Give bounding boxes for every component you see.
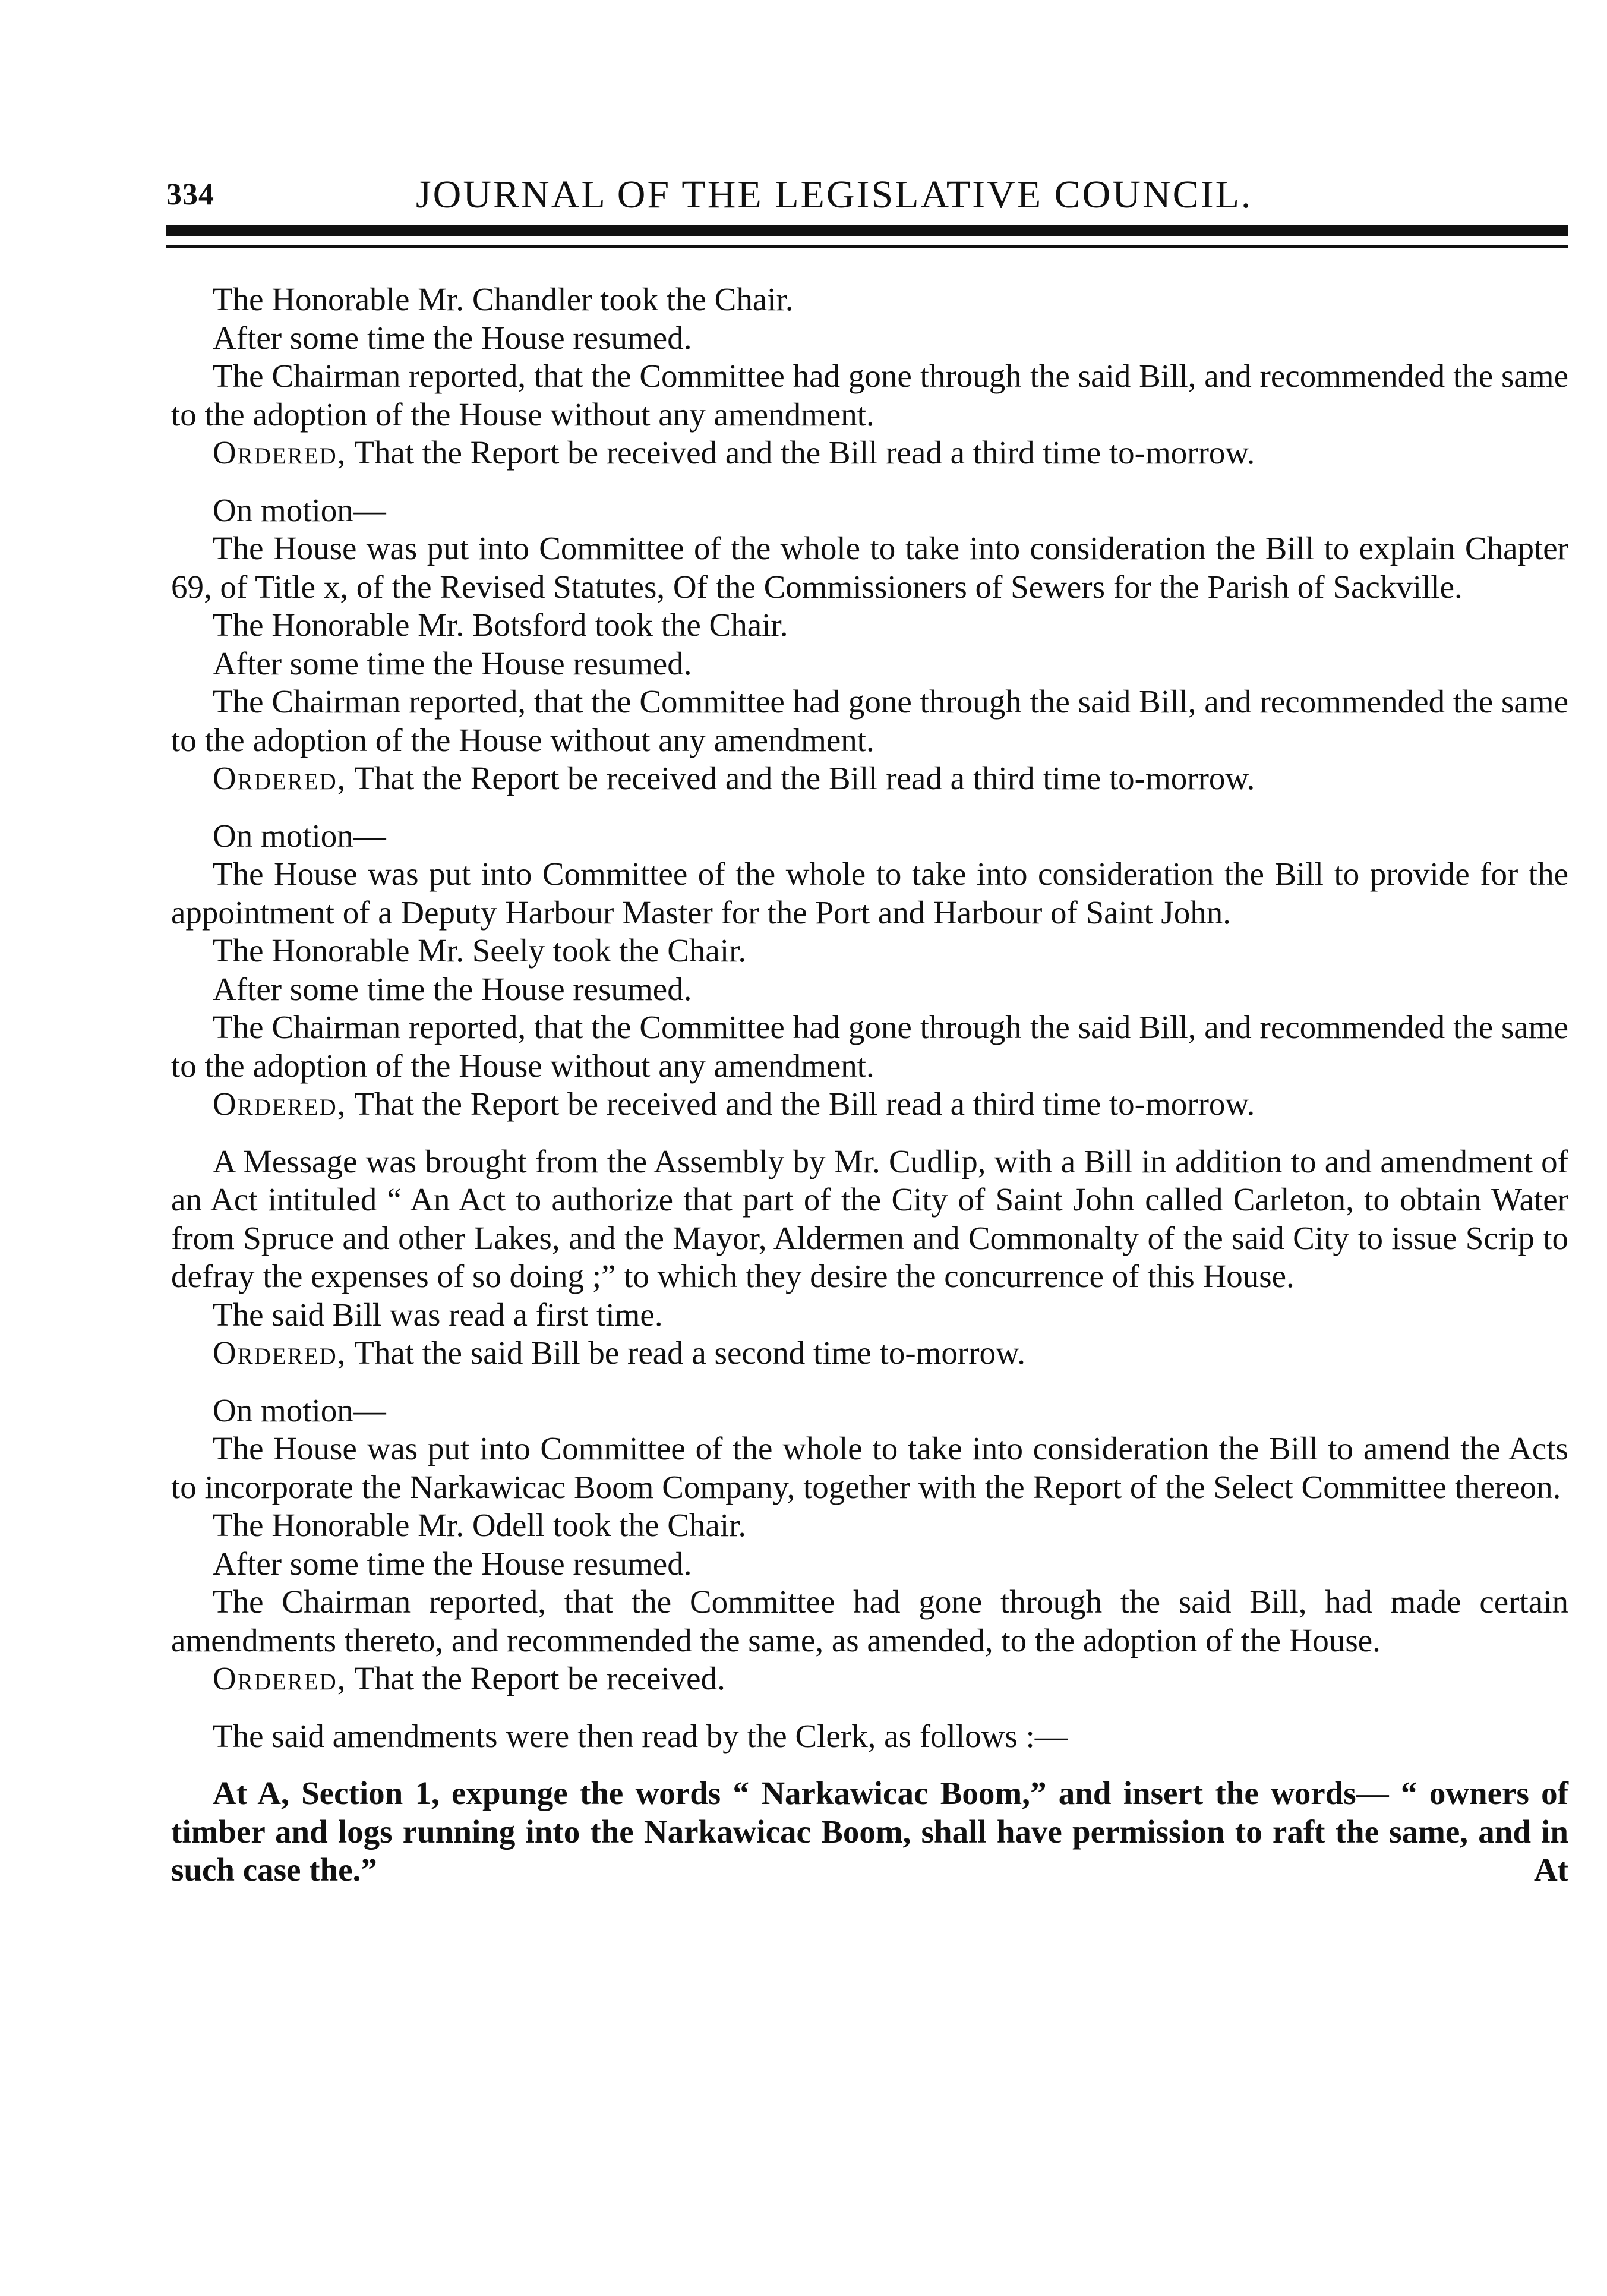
ordered-paragraph <box>171 1085 1568 1124</box>
paragraph: On motion— <box>213 1392 386 1428</box>
ordered-label: Ordered, <box>213 1086 347 1122</box>
ordered-label: Ordered, <box>213 1660 347 1696</box>
paragraph: After some time the House resumed. <box>213 970 692 1007</box>
paragraph: After some time the House resumed. <box>213 319 692 356</box>
paragraph: The Honorable Mr. Botsford took the Chair. <box>213 607 788 643</box>
paragraph: The Honorable Mr. Seely took the Chair. <box>213 932 747 969</box>
ordered-text: That the said Bill be read a second time to-morrow. <box>346 1335 1025 1371</box>
header-rule-thin <box>166 245 1568 248</box>
paragraph: On motion— <box>213 491 386 528</box>
running-head: JOURNAL OF THE LEGISLATIVE COUNCIL. <box>416 173 1253 216</box>
ordered-label: Ordered, <box>213 434 347 471</box>
paragraph: The said Bill was read a first time. <box>213 1296 663 1333</box>
ordered-label: Ordered, <box>213 760 347 796</box>
catchword: At <box>1533 1852 1568 1888</box>
ordered-paragraph <box>171 1660 1568 1698</box>
paragraph: A Message was brought from the Assembly by Mr. Cudlip, with a Bill in addition to and amendment of an Act intituled “ An Act to authorize that part of the City of Saint John called Carleton, to obtain Water from Spruce and other Lakes, and the Mayor, Aldermen and Commonalty of the said City to issue Scrip to defray the expenses of so doing ;” to which they desire the concurrence of this House. <box>171 1143 1568 1294</box>
paragraph: The Honorable Mr. Odell took the Chair. <box>213 1507 747 1543</box>
paragraph: The House was put into Committee of the whole to take into consideration the Bill to provide for the appointment of a Deputy Harbour Master for the Port and Harbour of Saint John. <box>171 856 1568 931</box>
paragraph: The Chairman reported, that the Committee had gone through the said Bill, had made certain amendments thereto, and recommended the same, as amended, to the adoption of the House. <box>171 1584 1568 1658</box>
paragraph: The Chairman reported, that the Committee had gone through the said Bill, and recommended the same to the adoption of the House without any amendment. <box>171 683 1568 758</box>
paragraph: The Chairman reported, that the Committee had gone through the said Bill, and recommended the same to the adoption of the House without any amendment. <box>171 1009 1568 1084</box>
page-number: 334 <box>166 178 214 212</box>
ordered-paragraph <box>171 1334 1568 1373</box>
ordered-label: Ordered, <box>213 1335 347 1371</box>
paragraph: The House was put into Committee of the whole to take into consideration the Bill to amend the Acts to incorporate the Narkawicac Boom Company, together with the Report of the Select Committee thereon. <box>171 1430 1568 1505</box>
ordered-text: That the Report be received. <box>346 1660 725 1696</box>
paragraph: On motion— <box>213 817 386 854</box>
ordered-text: That the Report be received and the Bill read a third time to-morrow. <box>346 1086 1255 1122</box>
ordered-text: That the Report be received and the Bill read a third time to-morrow. <box>346 434 1255 471</box>
ordered-paragraph <box>171 434 1568 472</box>
header-rule-thick <box>166 225 1568 236</box>
paragraph: The said amendments were then read by the Clerk, as follows :— <box>213 1717 1068 1754</box>
paragraph: The Honorable Mr. Chandler took the Chair. <box>213 281 794 317</box>
journal-body <box>171 280 1568 1890</box>
ordered-text: That the Report be received and the Bill read a third time to-morrow. <box>346 760 1255 796</box>
page-header <box>166 172 1568 226</box>
ordered-paragraph <box>171 759 1568 798</box>
paragraph: The Chairman reported, that the Committee had gone through the said Bill, and recommended the same to the adoption of the House without any amendment. <box>171 358 1568 433</box>
paragraph: After some time the House resumed. <box>213 1545 692 1582</box>
paragraph: After some time the House resumed. <box>213 645 692 682</box>
amendment-paragraph: At A, Section 1, expunge the words “ Narkawicac Boom,” and insert the words— “ owners of timber and logs running into the Narkawicac Boom, shall have permission to raft the same, and in such case the.” <box>171 1775 1568 1888</box>
paragraph: The House was put into Committee of the whole to take into consideration the Bill to explain Chapter 69, of Title x, of the Revised Statutes, Of the Commissioners of Sewers for the Parish of Sackville. <box>171 530 1568 605</box>
